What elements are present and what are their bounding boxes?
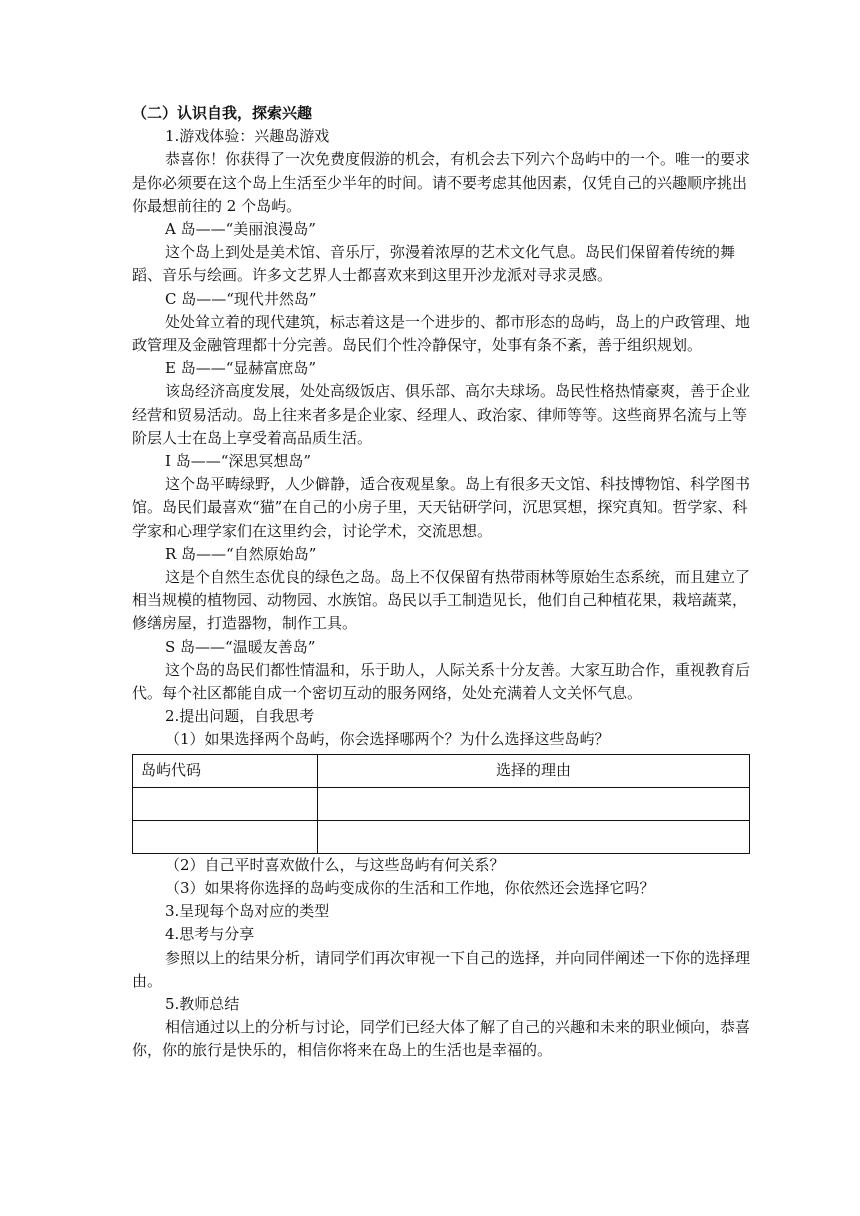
island-r-desc: 这是个自然生态优良的绿色之岛。岛上不仅保留有热带雨林等原始生态系统，而且建立了相当规模的植物园、动物园、水族馆。岛民以手工制造见长，他们自己种植花果，栽培蔬菜，修缮房屋，打造器物，制作工具。 — [132, 568, 751, 633]
column-header-reason: 选择的理由 — [318, 754, 750, 787]
table-row — [133, 787, 750, 820]
table-header-row — [133, 754, 750, 787]
question-2: （2）自己平时喜欢做什么，与这些岛屿有何关系？ — [165, 855, 505, 874]
question-1: （1）如果选择两个岛屿，你会选择哪两个？为什么选择这些岛屿？ — [165, 730, 610, 749]
step4-title: 4.思考与分享 — [165, 925, 255, 944]
step1-title: 1.游戏体验：兴趣岛游戏 — [165, 127, 330, 146]
document-page — [132, 102, 752, 1063]
step2-title: 2.提出问题，自我思考 — [165, 707, 315, 726]
island-e-desc: 该岛经济高度发展，处处高级饭店、俱乐部、高尔夫球场。岛民性格热情豪爽，善于企业经营和贸易活动。岛上往来者多是企业家、经理人、政治家、律师等等。这些商界名流与上等阶层人士在岛上享受着高品质生活。 — [132, 382, 751, 447]
step5-title: 5.教师总结 — [165, 994, 240, 1013]
island-s-desc: 这个岛的岛民们都性情温和，乐于助人，人际关系十分友善。大家互助合作，重视教育后代。每个社区都能自成一个密切互动的服务网络，处处充满着人文关怀气息。 — [132, 660, 751, 703]
island-a-name: A 岛——“美丽浪漫岛” — [165, 220, 316, 239]
column-header-island-code: 岛屿代码 — [133, 754, 318, 787]
island-a-desc: 这个岛上到处是美术馆、音乐厅，弥漫着浓厚的艺术文化气息。岛民们保留着传统的舞蹈、音乐与绘画。许多文艺界人士都喜欢来到这里开沙龙派对寻求灵感。 — [132, 243, 736, 285]
section-title: （二）认识自我，探索兴趣 — [132, 104, 313, 122]
island-c-name: C 岛——“现代井然岛” — [165, 289, 317, 308]
step5-text: 相信通过以上的分析与讨论，同学们已经大体了解了自己的兴趣和未来的职业倾向，恭喜你，你的旅行是快乐的，相信你将来在岛上的生活也是幸福的。 — [132, 1018, 751, 1060]
step4-text: 参照以上的结果分析，请同学们再次审视一下自己的选择，并向同伴阐述一下你的选择理由。 — [132, 948, 751, 990]
island-i-name: I 岛——“深思冥想岛” — [165, 452, 312, 471]
island-e-name: E 岛——“显赫富庶岛” — [165, 359, 317, 378]
intro-paragraph: 恭喜你！你获得了一次免费度假游的机会，有机会去下列六个岛屿中的一个。唯一的要求是你必须要在这个岛上生活至少半年的时间。请不要考虑其他因素，仅凭自己的兴趣顺序挑出你最想前往的 2 个岛屿。 — [132, 150, 751, 215]
answer-cell-code[interactable] — [133, 820, 318, 853]
step3-title: 3.呈现每个岛对应的类型 — [165, 902, 330, 921]
island-r-name: R 岛——“自然原始岛” — [165, 544, 317, 563]
question-3: （3）如果将你选择的岛屿变成你的生活和工作地，你依然还会选择它吗？ — [165, 878, 655, 897]
answer-table — [132, 754, 750, 854]
answer-cell-reason[interactable] — [318, 787, 750, 820]
answer-cell-code[interactable] — [133, 787, 318, 820]
island-i-desc: 这个岛平畴绿野，人少僻静，适合夜观星象。岛上有很多天文馆、科技博物馆、科学图书馆。岛民们最喜欢“猫”在自己的小房子里，天天钻研学问，沉思冥想，探究真知。哲学家、科学家和心理学家们在这里约会，讨论学术，交流思想。 — [132, 475, 751, 540]
table-row — [133, 820, 750, 853]
island-c-desc: 处处耸立着的现代建筑，标志着这是一个进步的、都市形态的岛屿，岛上的户政管理、地政管理及金融管理都十分完善。岛民们个性冷静保守，处事有条不紊，善于组织规划。 — [132, 312, 751, 355]
answer-cell-reason[interactable] — [318, 820, 750, 853]
island-s-name: S 岛——“温暖友善岛” — [165, 637, 316, 656]
